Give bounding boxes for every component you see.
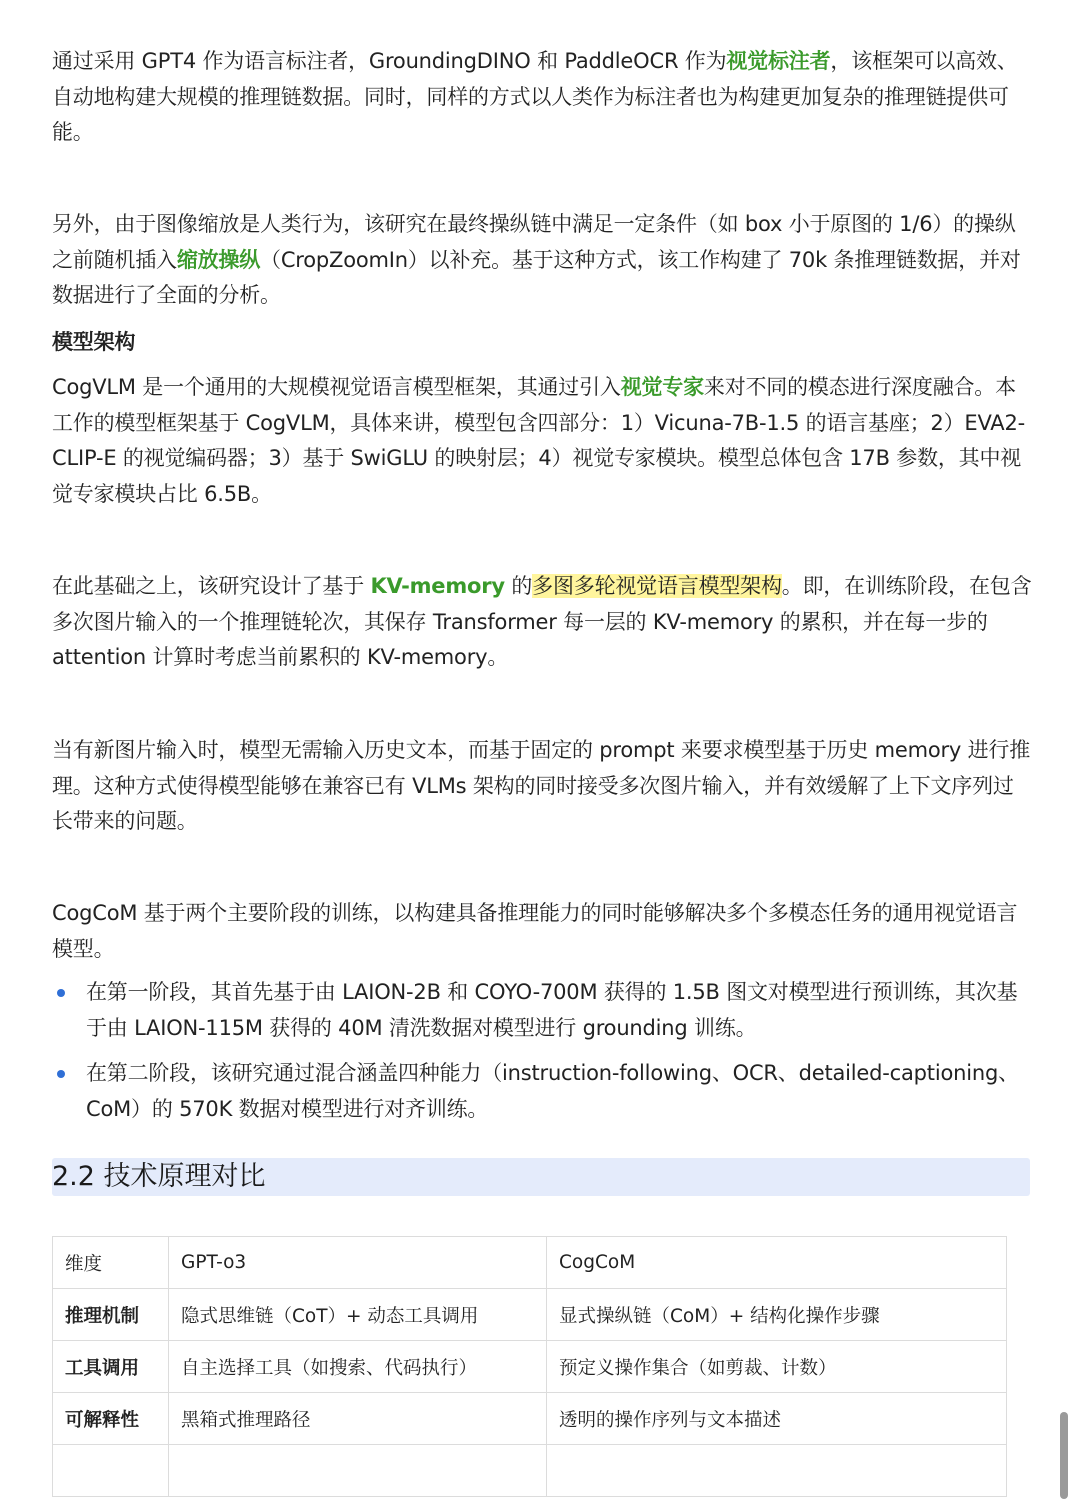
comparison-table <box>52 1236 1007 1497</box>
table-cell <box>169 1445 547 1497</box>
table-cell: 工具调用 <box>53 1341 169 1393</box>
table-cell <box>53 1445 169 1497</box>
table-cell: 黑箱式推理路径 <box>169 1393 547 1445</box>
highlighted-text: 多图多轮视觉语言模型架构 <box>532 574 782 598</box>
table-cell: 可解释性 <box>53 1393 169 1445</box>
list-item-text: 在第二阶段，该研究通过混合涵盖四种能力（instruction-following、OCR、detailed-captioning、CoM）的 570K 数据对模型进行对齐训练。 <box>86 1061 1019 1121</box>
paragraph-new-image: 当有新图片输入时，模型无需输入历史文本，而基于固定的 prompt 来要求模型基于历史 memory 进行推理。这种方式使得模型能够在兼容已有 VLMs 架构的同时接受多次图片输入，并有效缓解了上下文序列过长带来的问题。 <box>52 738 1031 833</box>
green-keyword: 视觉标注者 <box>726 49 831 73</box>
paragraph-training: CogCoM 基于两个主要阶段的训练，以构建具备推理能力的同时能够解决多个多模态任务的通用视觉语言模型。 <box>52 901 1018 961</box>
table-cell: 透明的操作序列与文本描述 <box>547 1393 1007 1445</box>
text: 的 <box>504 574 533 598</box>
table-cell: CogCoM <box>547 1237 1007 1289</box>
text: CogVLM 是一个通用的大规模视觉语言模型框架，其通过引入 <box>52 375 621 399</box>
text: （CropZoomIn）以补充。基于这种方式，该工作构建了 70k 条推理链数据，并对数据进行了全面的分析。 <box>52 247 1021 307</box>
section-heading: 2.2 技术原理对比 <box>52 1158 1030 1196</box>
scrollbar-thumb[interactable] <box>1060 1412 1068 1499</box>
table-cell: GPT-o3 <box>169 1237 547 1289</box>
table-header-row <box>53 1237 1007 1289</box>
bullet-list <box>52 975 1034 1137</box>
green-keyword: 视觉专家 <box>620 375 704 399</box>
list-item-text: 在第一阶段，其首先基于由 LAION-2B 和 COYO-700M 获得的 1.5B 图文对模型进行预训练，其次基于由 LAION-115M 获得的 40M 清洗数据对模型进行 grounding 训练。 <box>86 980 1018 1040</box>
table-cell: 推理机制 <box>53 1289 169 1341</box>
paragraph-kv-memory <box>52 569 1034 676</box>
paragraph-annotators <box>52 44 1034 151</box>
subheading-model-architecture: 模型架构 <box>52 330 136 354</box>
text: 。即，在训练阶段，在包含多次图片输入的一个推理链轮次，其保存 Transformer 每一层的 KV-memory 的累积，并在每一步的 attention 计算时考虑当前累积的 KV-memory。 <box>52 574 1032 669</box>
bullet-dot-icon <box>57 989 65 997</box>
table-row <box>53 1393 1007 1445</box>
text: 在此基础之上，该研究设计了基于 <box>52 574 371 598</box>
text: 通过采用 GPT4 作为语言标注者，GroundingDINO 和 PaddleOCR 作为 <box>52 49 727 73</box>
list-item <box>52 1056 1034 1127</box>
table-cell <box>547 1445 1007 1497</box>
text: 来对不同的模态进行深度融合。本工作的模型框架基于 CogVLM，具体来讲，模型包含四部分：1）Vicuna-7B-1.5 的语言基座；2）EVA2-CLIP-E 的视觉编码器；3）基于 SwiGLU 的映射层；4）视觉专家模块。模型总体包含 17B 参数，其中视觉专家模块占比 6.5B。 <box>52 375 1025 506</box>
table-row <box>53 1289 1007 1341</box>
green-keyword: 缩放操纵 <box>176 247 261 272</box>
text: 另外，由于图像缩放是人类行为，该研究在最终操纵链中满足一定条件（如 box 小于原图的 1/6）的操纵之前随机插入 <box>52 212 1016 272</box>
table-cell: 维度 <box>53 1237 169 1289</box>
table-cell: 预定义操作集合（如剪裁、计数） <box>547 1341 1007 1393</box>
green-keyword: KV-memory <box>370 574 505 598</box>
bullet-dot-icon <box>57 1070 65 1078</box>
table-row <box>53 1445 1007 1497</box>
table-row <box>53 1341 1007 1393</box>
paragraph-zoom <box>52 207 1034 314</box>
table-cell: 隐式思维链（CoT）+ 动态工具调用 <box>169 1289 547 1341</box>
list-item <box>52 975 1034 1046</box>
text: ，该框架可以高效、自动地构建大规模的推理链数据。同时，同样的方式以人类作为标注者也为构建更加复杂的推理链提供可能。 <box>52 49 1018 144</box>
table-cell: 自主选择工具（如搜索、代码执行） <box>169 1341 547 1393</box>
paragraph-cogvlm <box>52 370 1034 512</box>
table-cell: 显式操纵链（CoM）+ 结构化操作步骤 <box>547 1289 1007 1341</box>
